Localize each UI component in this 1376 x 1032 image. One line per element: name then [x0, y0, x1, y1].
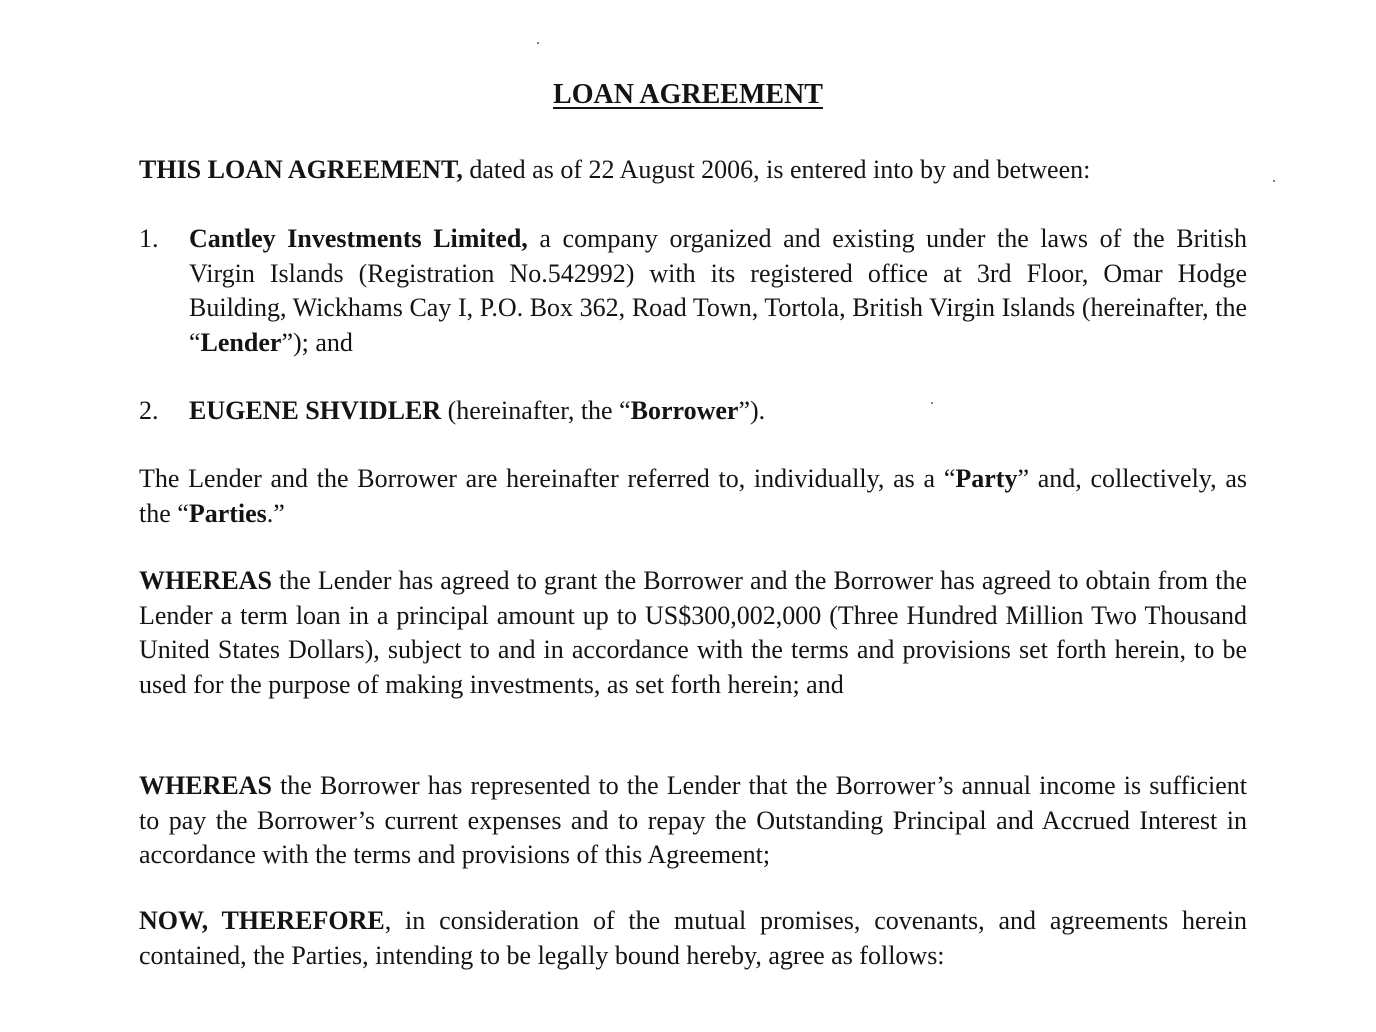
scan-speck: [537, 42, 539, 44]
whereas-text: the Borrower has represented to the Lender that the Borrower’s annual income is sufficient to pay the Borrower’s current expenses and to repay the Outstanding Principal and Accrued Interest in accordance with the terms and provisions of this Agreement;: [139, 771, 1247, 869]
document-title-text: LOAN AGREEMENT: [553, 79, 823, 110]
scan-speck: [1273, 180, 1275, 182]
party-item-body: [189, 394, 1247, 429]
party-text: a company organized and existing under the laws of the British Virgin Islands (Registration No.542992) with its registered office at 3rd Floor, Omar Hodge Building, Wickhams Cay I, P.O. Box 362, Road Town, Tortola, British Virgin Islands (hereinafter, the “: [189, 224, 1248, 357]
intro-paragraph: [139, 153, 1247, 188]
now-therefore-paragraph: [139, 904, 1247, 973]
parties-definition-paragraph: [139, 462, 1247, 531]
now-therefore-text: , in consideration of the mutual promises, covenants, and agreements herein contained, the Parties, intending to be legally bound hereby, agree as follows:: [139, 906, 1247, 970]
parties-text-2: ” and, collectively, as the “: [139, 464, 1248, 528]
party-item-body: [189, 222, 1247, 360]
party-tail: ”).: [738, 396, 766, 425]
defined-term: Parties: [188, 498, 267, 528]
party-item-lender: [139, 222, 1247, 360]
parties-text-1: The Lender and the Borrower are hereinafter referred to, individually, as a “: [139, 464, 956, 493]
defined-term: Borrower: [630, 396, 739, 425]
parties-text-3: .”: [266, 498, 285, 528]
defined-term: Party: [955, 464, 1018, 493]
now-therefore-lead: NOW, THEREFORE: [139, 906, 385, 935]
party-item-borrower: [139, 394, 1247, 429]
whereas-lead: WHEREAS: [139, 566, 272, 595]
intro-lead: THIS LOAN AGREEMENT,: [139, 155, 463, 184]
party-item-number: 1.: [139, 224, 159, 253]
party-tail: ”); and: [281, 327, 353, 357]
whereas-paragraph-2: [139, 769, 1247, 873]
party-name: EUGENE SHVIDLER: [189, 396, 442, 425]
document-title: [0, 78, 1376, 112]
intro-text: dated as of 22 August 2006, is entered into by and between:: [462, 155, 1091, 184]
whereas-paragraph-1: [139, 564, 1247, 702]
party-text: (hereinafter, the “: [441, 396, 631, 425]
defined-term: Lender: [200, 327, 282, 357]
whereas-text: the Lender has agreed to grant the Borrower and the Borrower has agreed to obtain from the Lender a term loan in a principal amount up to US$300,002,000 (Three Hundred Million Two Thousand United States Dollars), subject to and in accordance with the terms and provisions set forth herein, to be used for the purpose of making investments, as set forth herein; and: [139, 566, 1247, 699]
party-name: Cantley Investments Limited,: [189, 224, 528, 253]
whereas-lead: WHEREAS: [139, 771, 272, 800]
party-item-number: 2.: [139, 396, 159, 425]
